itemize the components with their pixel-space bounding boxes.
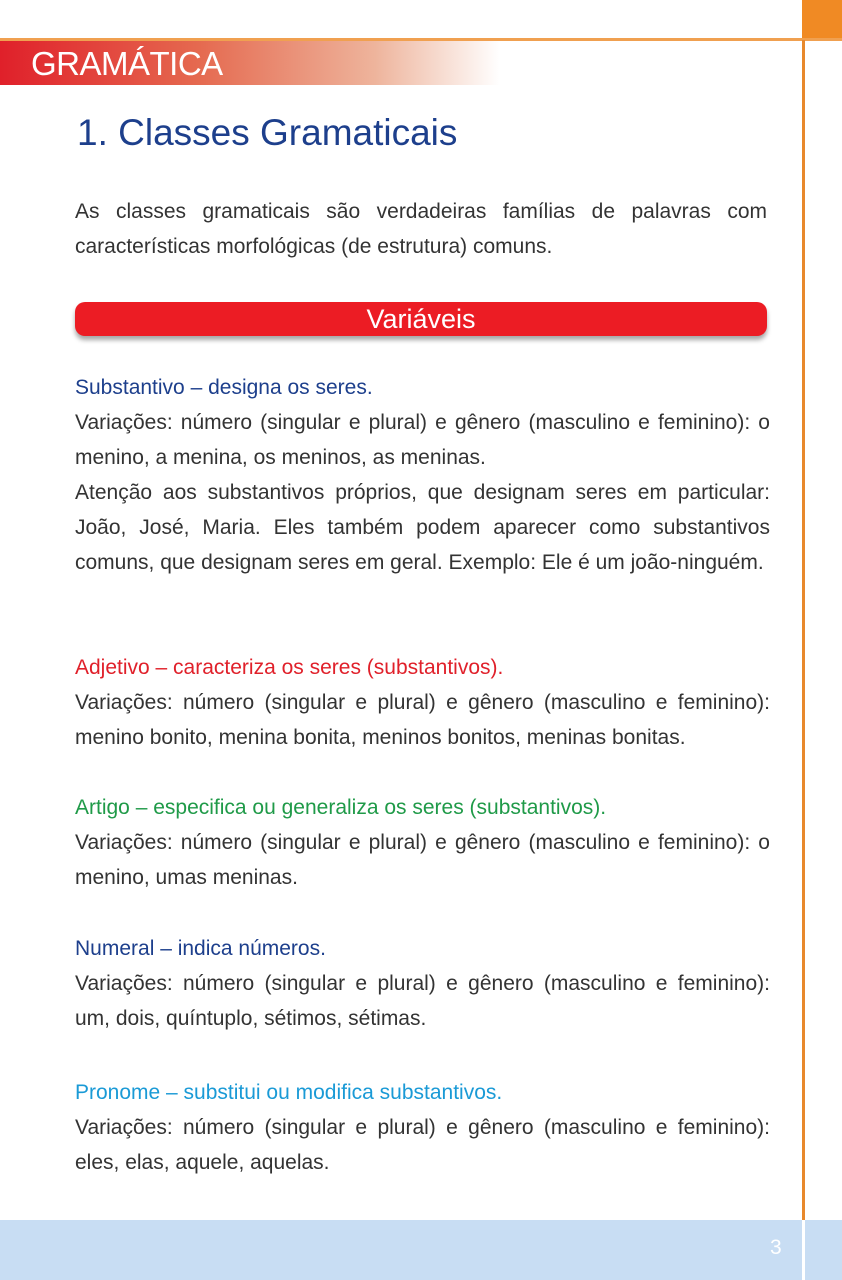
section-artigo xyxy=(75,790,770,895)
section-pronome xyxy=(75,1075,770,1180)
section-substantivo xyxy=(75,370,770,580)
section-text: Atenção aos substantivos próprios, que designam seres em particular: João, José, Maria. Eles também podem aparecer como substantivos comuns, que designam seres em geral. Exemplo: Ele é um joão-ninguém. xyxy=(75,481,770,574)
side-rule xyxy=(802,40,805,1220)
section-heading: Numeral – indica números. xyxy=(75,937,326,960)
section-heading: Artigo – especifica ou generaliza os seres (substantivos). xyxy=(75,796,607,819)
section-numeral xyxy=(75,931,770,1036)
footer-divider xyxy=(802,1220,805,1280)
page-title: 1. Classes Gramaticais xyxy=(77,112,458,153)
section-heading: Substantivo – designa os seres. xyxy=(75,376,373,399)
section-text: Variações: número (singular e plural) e gênero (masculino e feminino): um, dois, quíntuplo, sétimos, sétimas. xyxy=(75,972,770,1030)
section-heading: Pronome – substitui ou modifica substantivos. xyxy=(75,1081,503,1104)
section-adjetivo xyxy=(75,650,770,755)
corner-accent xyxy=(802,0,842,40)
section-text: Variações: número (singular e plural) e gênero (masculino e feminino): menino bonito, menina bonita, meninos bonitos, meninas bonitas. xyxy=(75,691,770,749)
footer xyxy=(0,1220,842,1280)
section-band xyxy=(0,41,500,85)
section-text: Variações: número (singular e plural) e gênero (masculino e feminino): o menino, umas meninas. xyxy=(75,831,770,889)
intro-paragraph: As classes gramaticais são verdadeiras famílias de palavras com características morfológicas (de estrutura) comuns. xyxy=(75,200,767,258)
section-label: GRAMÁTICA xyxy=(31,45,223,82)
section-text: Variações: número (singular e plural) e gênero (masculino e feminino): eles, elas, aquele, aquelas. xyxy=(75,1116,770,1174)
variaveis-banner: Variáveis xyxy=(75,302,767,336)
section-heading: Adjetivo – caracteriza os seres (substantivos). xyxy=(75,656,504,679)
page-number: 3 xyxy=(770,1236,782,1259)
section-text: Variações: número (singular e plural) e gênero (masculino e feminino): o menino, a menina, os meninos, as meninas. xyxy=(75,411,770,469)
